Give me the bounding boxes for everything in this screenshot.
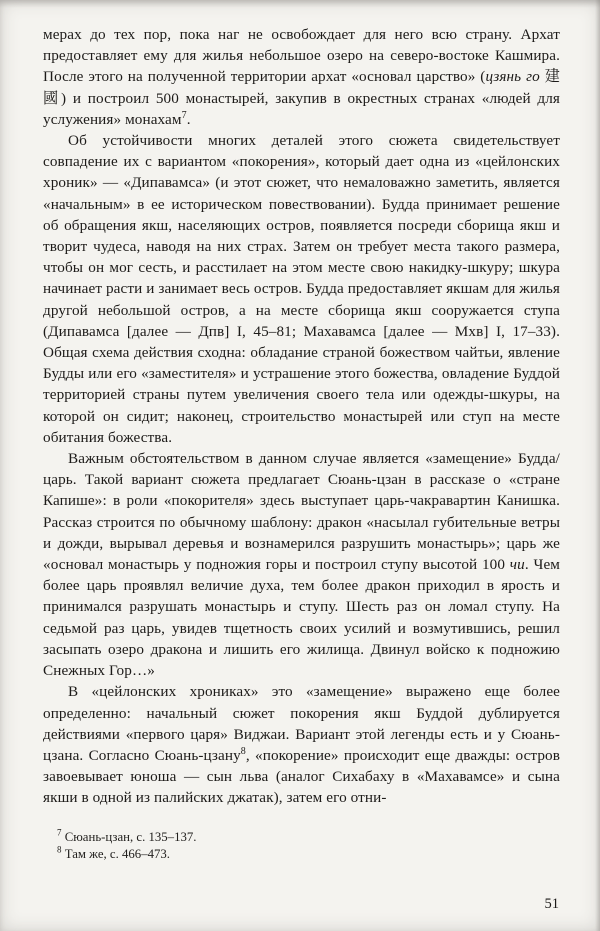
footnotes-block (43, 825, 560, 864)
paragraph: Об устойчивости многих деталей этого сюжета свидетельствует совпадение их с вариантом «покорения», который дает одна из «цейлонских хроник» — «Дипавамса» (и этот сюжет, что немаловажно заметить, является «начальным» в ее историческом повествовании). Будда принимает решение об обращения якш, населяющих остров, появляется посреди сборища якш и творит чудеса, наводя на них страх. Затем он требует места такого размера, чтобы он мог сесть, и расстилает на этом месте свою накидку-шкуру; шкура начинает расти и занимает весь остров. Будда предоставляет якшам для жилья другой небольшой остров, а на месте сборища якш сооружается ступа (Дипавамса [далее — Дпв] I, 45–81; Махавамса [далее — Мхв] I, 17–33). Общая схема действия сходна: обладание страной божеством чайтьи, явление Будды или его «заместителя» и устрашение этого божества, овладение Буддой территорией страны путем увеличения своего тела или одежды-шкуры, на которой он сидит; наконец, строительство монастырей или ступ на месте обитания божества. (43, 132, 560, 446)
footnote-marker: 7 (181, 109, 187, 121)
paragraph: мерах до тех пор, пока наг не освобождает для него всю страну. Архат предоставляет ему для жилья небольшое озеро на северо-востоке Кашмира. После этого на полученной территории архат «основал царство» (цзянь го 建國) и построил 500 монастырей, закупив в окрестных странах «людей для услужения» монахам$^7$. (43, 26, 560, 128)
paragraph: В «цейлонских хрониках» это «замещение» выражено еще более определенно: начальный сюжет покорения якш Буддой дублируется действиями «первого царя» Виджаи. Вариант этой легенды есть и у Сюань-цзана. Согласно Сюань-цзану$^8$, «покорение» происходит еще дважды: остров завоевывает юноша — сын льва (аналог Сихабаху в «Махавамсе» и сына якши в одной из палийских джатак), затем его отни- (43, 683, 560, 807)
paragraph: Важным обстоятельством в данном случае является «замещение» Будда/царь. Такой вариант сюжета предлагает Сюань-цзан в рассказе о «стране Капише»: в роли «покорителя» здесь выступает царь-чакравартин Канишка. Рассказ строится по обычному шаблону: дракон «насылал губительные ветры и дожди, вырывал деревья и вознамерился разрушить монастырь»; царь же «основал монастырь у подножия горы и построил ступу высотой 100 чи. Чем более царь проявлял величие духа, тем более дракон приходил в ярость и принимался разрушать монастырь и ступу. Шесть раз он ломал ступу. На седьмой раз царь, увидев тщетность своих усилий и возмутившись, решил засыпать озеро дракона и лишить его жилища. Двинул войско к подножию Снежных Гор…» (43, 450, 560, 680)
main-text-block (43, 24, 560, 809)
footnote: $^8$ Там же, с. 466–473. (57, 844, 170, 862)
footnote-marker: 7 (57, 827, 62, 838)
page-number: 51 (544, 896, 559, 912)
footnote: $^7$ Сюань-цзан, с. 135–137. (57, 827, 197, 844)
footnote-marker: 8 (57, 844, 62, 855)
footnote-marker: 8 (240, 745, 246, 757)
